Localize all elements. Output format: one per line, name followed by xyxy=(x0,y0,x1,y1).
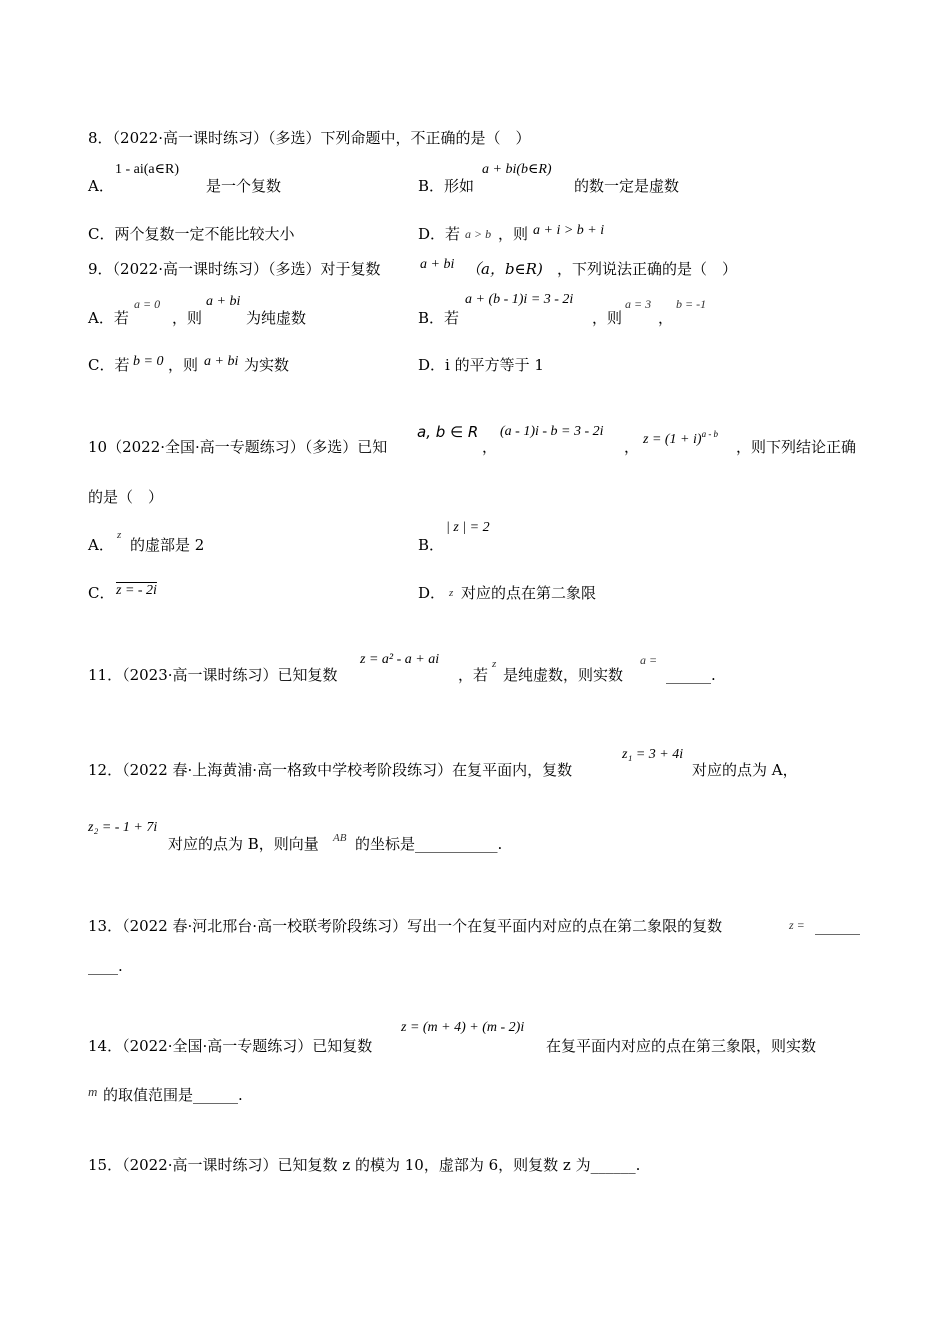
q8-option-d-label: D．若 xyxy=(418,225,461,243)
q12-vector: AB xyxy=(333,832,347,844)
q9-option-c-text: 为实数 xyxy=(244,356,290,374)
q9-option-b-r1: a = 3 xyxy=(625,297,652,311)
q8-option-d-expr: a + i > b + i xyxy=(533,223,605,238)
q9-option-a-mid: ，则 xyxy=(172,309,203,327)
q10-option-d-text: 对应的点在第二象限 xyxy=(461,584,597,602)
q9-option-b-comma: ， xyxy=(658,309,674,327)
q10-option-d-label: D． xyxy=(418,584,446,602)
q10-option-a-var: z xyxy=(117,529,122,541)
q8-option-b-text: 的数一定是虚数 xyxy=(574,177,680,195)
q12-stem-pre: 12．（2022 春·上海黄浦·高一格致中学校考阶段练习）在复平面内，复数 xyxy=(88,761,573,779)
q9-option-b-r2: b = -1 xyxy=(676,297,707,311)
q8-option-b-label: B．形如 xyxy=(418,177,475,195)
q13-stem: 13．（2022 春·河北邢台·高一校联考阶段练习）写出一个在复平面内对应的点在第二象限的复数 xyxy=(88,917,723,935)
q11-stem-pre: 11．（2023·高一课时练习）已知复数 xyxy=(88,666,338,684)
q10-comma-2: ， xyxy=(624,438,640,456)
q9-option-c-label: C．若 xyxy=(88,356,130,374)
q9-option-a-expr: a + bi xyxy=(206,294,241,309)
q11-var: z xyxy=(492,658,497,670)
q8-option-c: C．两个复数一定不能比较大小 xyxy=(88,225,295,243)
q10-stem-line2: 的是（ ） xyxy=(88,488,164,506)
q9-stem-paren: （a，b∈R) xyxy=(466,260,543,278)
q8-stem: 8．（2022·高一课时练习）（多选）下列命题中，不正确的是（ ） xyxy=(88,129,531,147)
q10-expr-3 xyxy=(643,426,718,448)
q11-var-2: a = xyxy=(640,653,658,667)
q8-option-a-text: 是一个复数 xyxy=(206,177,282,195)
q14-stem-pre: 14．（2022·全国·高一专题练习）已知复数 xyxy=(88,1037,373,1055)
q9-option-a-label: A．若 xyxy=(88,309,129,327)
q13-var: z = xyxy=(789,918,805,932)
q9-stem-pre: 9．（2022·高一课时练习）（多选）对于复数 xyxy=(88,260,381,278)
q12-expr-1: z₁ = 3 + 4i xyxy=(622,747,684,762)
q9-option-b-label: B．若 xyxy=(418,309,460,327)
q10-expr-3-base: z = (1 + i) xyxy=(643,432,702,447)
q9-stem-expr: a + bi xyxy=(420,257,455,272)
q11-post: 是纯虚数，则实数 xyxy=(503,666,624,684)
q10-option-c-expr: z = - 2i xyxy=(116,583,157,598)
q13-blank-1: ______ xyxy=(815,917,860,935)
q11-mid: ，若 xyxy=(458,666,489,684)
q9-option-c-expr: a + bi xyxy=(204,354,239,369)
q10-option-c-label: C． xyxy=(88,584,115,602)
q14-var: m xyxy=(88,1084,98,1099)
q8-option-d-cond: a > b xyxy=(465,227,492,241)
q9-option-b-expr: a + (b - 1)i = 3 - 2i xyxy=(465,292,574,307)
q10-option-b-expr: | z | = 2 xyxy=(446,520,490,535)
q12-post-2b: 的坐标是___________. xyxy=(355,835,503,853)
q10-option-a-label: A． xyxy=(88,536,114,554)
q10-comma-1: ， xyxy=(482,438,498,456)
q11-expr: z = a² - a + ai xyxy=(360,652,440,667)
q9-option-d: D．i 的平方等于 1 xyxy=(418,356,544,374)
q10-option-d-var: z xyxy=(449,587,454,599)
q14-line-2: 的取值范围是______. xyxy=(103,1086,243,1104)
q15-stem: 15．（2022·高一课时练习）已知复数 z 的模为 10，虚部为 6，则复数 z 为______. xyxy=(88,1156,641,1174)
q10-expr-2: (a - 1)i - b = 3 - 2i xyxy=(500,424,604,439)
q10-stem-pre: 10（2022·全国·高一专题练习）（多选）已知 xyxy=(88,438,388,456)
q9-option-a-cond: a = 0 xyxy=(134,297,161,311)
q8-option-b-expr: a + bi(b∈R) xyxy=(482,162,552,177)
q10-expr-3-exponent: a - b xyxy=(701,429,719,439)
q11-blank: ______. xyxy=(666,666,716,684)
q12-expr-2: z₂ = - 1 + 7i xyxy=(88,820,158,835)
q10-expr-1: a, b ∈ R xyxy=(417,423,479,441)
q9-option-c-cond: b = 0 xyxy=(133,354,164,369)
q10-stem-post: ，则下列结论正确 xyxy=(736,438,857,456)
q8-option-d-mid: ，则 xyxy=(498,225,529,243)
q10-option-b-label: B． xyxy=(418,536,445,554)
q9-option-c-mid: ，则 xyxy=(168,356,199,374)
q12-post-2a: 对应的点为 B，则向量 xyxy=(168,835,319,853)
q9-option-b-mid: ，则 xyxy=(592,309,623,327)
q13-blank-2: ____. xyxy=(88,957,123,975)
q8-option-a-label: A． xyxy=(88,177,114,195)
q9-option-a-text: 为纯虚数 xyxy=(246,309,307,327)
q9-stem-post: ，下列说法正确的是（ ） xyxy=(557,260,738,278)
q8-option-a-expr: 1 - ai(a∈R) xyxy=(115,162,180,177)
q12-post-1: 对应的点为 A， xyxy=(692,761,798,779)
q10-option-a-text: 的虚部是 2 xyxy=(130,536,205,554)
q14-post: 在复平面内对应的点在第三象限，则实数 xyxy=(546,1037,817,1055)
q14-expr: z = (m + 4) + (m - 2)i xyxy=(401,1020,525,1035)
